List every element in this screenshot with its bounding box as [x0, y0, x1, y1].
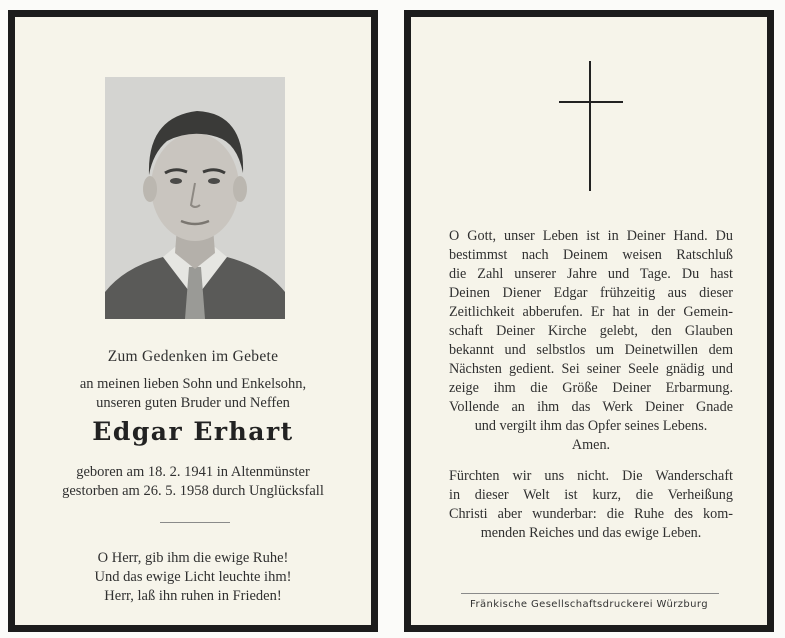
birth-line: geboren am 18. 2. 1941 in Altenmünster — [76, 464, 310, 480]
death-line: gestorben am 26. 5. 1958 durch Unglücksfall — [62, 483, 324, 499]
paragraph-line: und vergilt ihm das Opfer seines Lebens. — [474, 418, 708, 434]
dedication-text — [15, 375, 371, 413]
prayer-line: Herr, laß ihn ruhen in Frieden! — [104, 588, 282, 604]
consolation-paragraph — [449, 467, 733, 543]
paragraph-line: zeige ihm die Größe Deiner Erbarmung. — [449, 380, 733, 396]
memorial-card-front — [8, 10, 378, 632]
memorial-card-back — [404, 10, 774, 632]
paragraph-line: Nächsten gedient. Sei seiner Seele gnädig und — [449, 361, 733, 377]
amen-line: Amen. — [571, 437, 611, 453]
paragraph-line: Deinen Diener Edgar frühzeitig aus dieser — [449, 285, 733, 301]
paragraph-line: bestimmst nach Deinem weisen Ratschluß — [449, 247, 733, 263]
portrait-image — [105, 77, 285, 319]
paragraph-line: schaft Deiner Kirche gelebt, den Glauben — [449, 323, 733, 339]
paragraph-line: in dieser Welt ist kurz, die Verheißung — [449, 487, 733, 503]
paragraph-line: Vollende an ihm das Werk Deiner Gnade — [449, 399, 733, 415]
paragraph-line: menden Reiches und das ewige Leben. — [480, 525, 702, 541]
paragraph-line: O Gott, unser Leben ist in Deiner Hand. Du — [449, 228, 733, 244]
paragraph-line: die Zahl unserer Jahre und Tage. Du hast — [449, 266, 733, 282]
paragraph-line: bekannt und selbstlos um Deinetwillen dem — [449, 342, 733, 358]
life-dates — [15, 463, 371, 501]
portrait-photo — [105, 77, 285, 319]
paragraph-line: Fürchten wir uns nicht. Die Wanderschaft — [449, 468, 733, 484]
dedication-line: an meinen lieben Sohn und Enkelsohn, — [79, 376, 307, 392]
cross-icon — [559, 61, 623, 191]
divider-line — [160, 522, 230, 523]
dedication-line: unseren guten Bruder und Neffen — [96, 395, 290, 411]
prayer-line: O Herr, gib ihm die ewige Ruhe! — [97, 550, 289, 566]
printer-imprint: Fränkische Gesellschaftsdruckerei Würzburg — [470, 599, 708, 610]
prayer-paragraph — [449, 227, 733, 455]
paragraph-line: Zeitlichkeit abberufen. Er hat in der Gemein- — [449, 304, 733, 320]
requiem-prayer — [15, 549, 371, 606]
paragraph-line: Christi aber wunderbar: die Ruhe des kom- — [449, 506, 733, 522]
printer-divider — [461, 593, 719, 594]
deceased-name: Edgar Erhart — [92, 417, 294, 446]
prayer-line: Und das ewige Licht leuchte ihm! — [94, 569, 292, 585]
memorial-heading: Zum Gedenken im Gebete — [107, 348, 279, 365]
